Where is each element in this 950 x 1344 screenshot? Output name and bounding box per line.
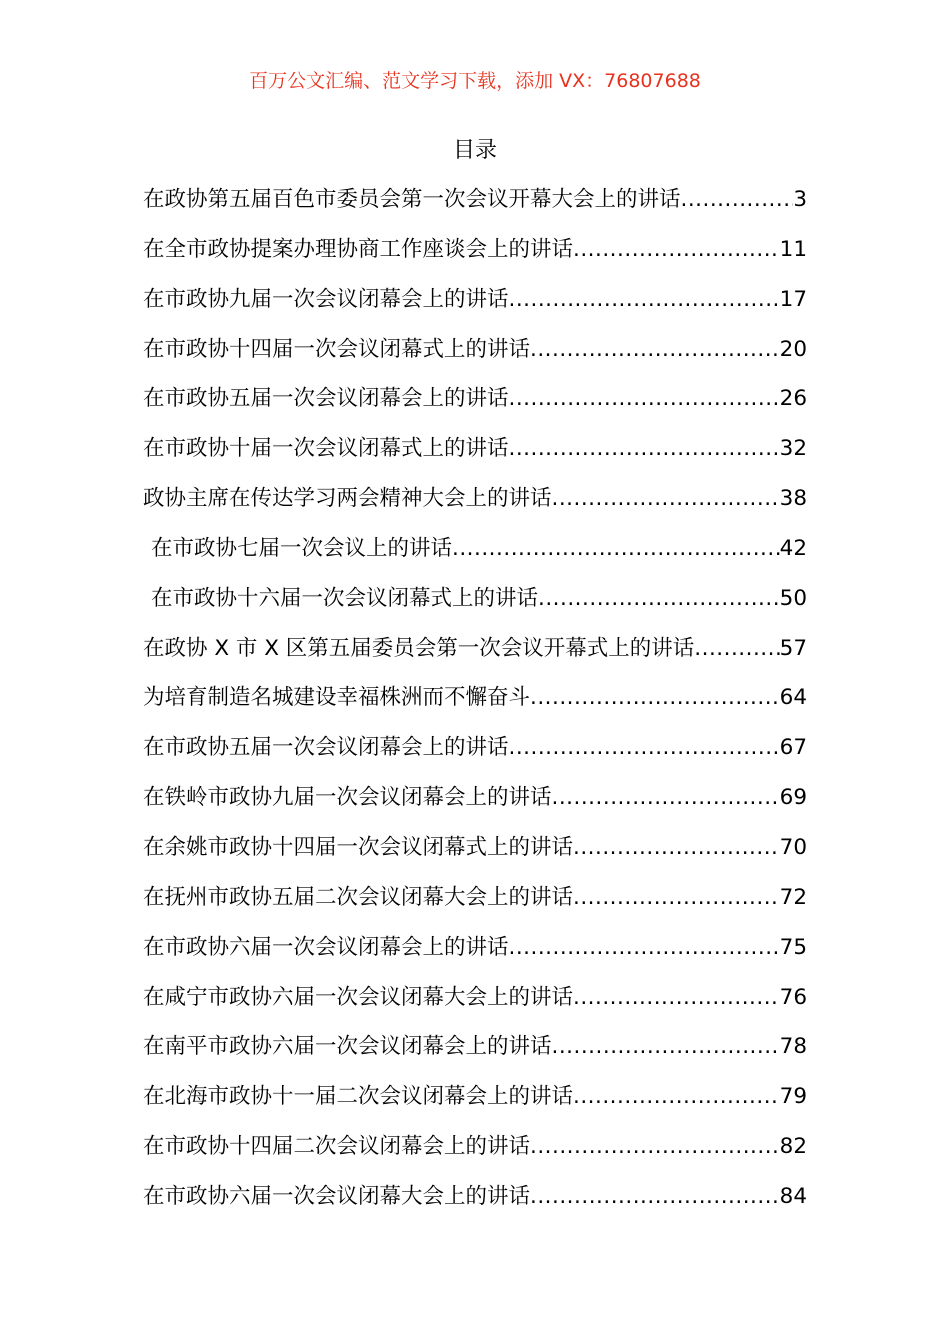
toc-entry[interactable] (143, 233, 807, 283)
toc-entry[interactable] (143, 1180, 807, 1230)
toc-entry-title: 在市政协十六届一次会议闭幕式上的讲话 (151, 585, 539, 611)
toc-entry[interactable] (143, 432, 807, 482)
toc-entry-title: 在余姚市政协十四届一次会议闭幕式上的讲话 (143, 834, 574, 860)
toc-entry[interactable] (143, 1130, 807, 1180)
toc-entry-page-number: 64 (779, 685, 807, 711)
toc-entry[interactable] (143, 382, 807, 432)
toc-dot-leader (530, 1130, 780, 1164)
toc-entry-title: 在铁岭市政协九届一次会议闭幕会上的讲话 (143, 785, 552, 811)
toc-entry-page-number: 69 (779, 785, 807, 811)
toc-entry[interactable] (143, 881, 807, 931)
toc-entry[interactable] (143, 333, 807, 383)
toc-entry[interactable] (143, 1030, 807, 1080)
toc-entry-title: 在抚州市政协五届二次会议闭幕大会上的讲话 (143, 884, 574, 910)
toc-entry-page-number: 70 (779, 834, 807, 860)
toc-entry-page-number: 76 (779, 984, 807, 1010)
toc-entry-page-number: 75 (779, 934, 807, 960)
toc-entry-page-number: 67 (779, 735, 807, 761)
toc-entry[interactable] (143, 1080, 807, 1130)
toc-entry-page-number: 42 (779, 535, 807, 561)
toc-dot-leader (452, 532, 780, 566)
toc-entry[interactable] (143, 731, 807, 781)
toc-dot-leader (552, 1030, 780, 1064)
toc-entry-title: 为培育制造名城建设幸福株洲而不懈奋斗 (143, 685, 531, 711)
toc-entry-page-number: 38 (779, 486, 807, 512)
toc-dot-leader (573, 233, 780, 267)
toc-entry[interactable] (143, 781, 807, 831)
toc-entry-title: 在市政协十四届二次会议闭幕会上的讲话 (143, 1134, 531, 1160)
header-watermark-note: 百万公文汇编、范文学习下载，添加 VX：76807688 (249, 70, 701, 92)
toc-dot-leader (538, 582, 780, 616)
toc-entry-title: 政协主席在传达学习两会精神大会上的讲话 (143, 486, 552, 512)
toc-entry-page-number: 32 (779, 436, 807, 462)
toc-entry[interactable] (143, 981, 807, 1031)
toc-entry-page-number: 82 (779, 1134, 807, 1160)
toc-entry-title: 在市政协九届一次会议闭幕会上的讲话 (143, 286, 509, 312)
toc-entry[interactable] (143, 183, 807, 233)
toc-entry-page-number: 20 (779, 336, 807, 362)
toc-dot-leader (509, 731, 780, 765)
toc-entry-page-number: 11 (779, 236, 807, 262)
toc-entry[interactable] (143, 632, 807, 682)
toc-entry-page-number: 72 (779, 884, 807, 910)
toc-entry-page-number: 3 (793, 187, 807, 212)
toc-entry[interactable] (143, 532, 807, 582)
toc-dot-leader (573, 881, 780, 915)
toc-dot-leader (694, 632, 779, 666)
toc-entry-title: 在市政协五届一次会议闭幕会上的讲话 (143, 735, 509, 761)
toc-entry[interactable] (143, 931, 807, 981)
toc-dot-leader (509, 931, 780, 965)
toc-entry-title: 在市政协十四届一次会议闭幕式上的讲话 (143, 336, 531, 362)
toc-entry-page-number: 79 (779, 1084, 807, 1110)
toc-entry-title: 在政协第五届百色市委员会第一次会议开幕大会上的讲话 (143, 187, 681, 212)
toc-dot-leader (573, 1080, 780, 1114)
toc-entry-title: 在政协 X 市 X 区第五届委员会第一次会议开幕式上的讲话 (143, 635, 695, 661)
toc-dot-leader (509, 283, 780, 317)
toc-entry-page-number: 50 (779, 585, 807, 611)
toc-entry-title: 在市政协六届一次会议闭幕大会上的讲话 (143, 1183, 531, 1209)
toc-dot-leader (552, 482, 780, 516)
toc-dot-leader (509, 432, 780, 466)
toc-entry[interactable] (143, 582, 807, 632)
toc-dot-leader (681, 183, 794, 217)
toc-dot-leader (552, 781, 780, 815)
toc-dot-leader (530, 1180, 780, 1214)
toc-entry-title: 在全市政协提案办理协商工作座谈会上的讲话 (143, 236, 574, 262)
toc-dot-leader (573, 831, 780, 865)
toc-entry[interactable] (143, 482, 807, 532)
toc-entry-title: 在市政协五届一次会议闭幕会上的讲话 (143, 386, 509, 412)
toc-entry-title: 在咸宁市政协六届一次会议闭幕大会上的讲话 (143, 984, 574, 1010)
toc-entry-title: 在北海市政协十一届二次会议闭幕会上的讲话 (143, 1084, 574, 1110)
toc-dot-leader (530, 681, 780, 715)
toc-entry-title: 在市政协六届一次会议闭幕会上的讲话 (143, 934, 509, 960)
toc-entry-page-number: 17 (779, 286, 807, 312)
toc-entry[interactable] (143, 283, 807, 333)
toc-entry-page-number: 84 (779, 1183, 807, 1209)
toc-entry-page-number: 26 (779, 386, 807, 412)
toc-entry[interactable] (143, 681, 807, 731)
toc-dot-leader (509, 382, 780, 416)
toc-dot-leader (573, 981, 780, 1015)
toc-list (143, 183, 807, 1230)
toc-entry-title: 在南平市政协六届一次会议闭幕会上的讲话 (143, 1034, 552, 1060)
toc-entry[interactable] (143, 831, 807, 881)
toc-entry-page-number: 57 (779, 635, 807, 661)
toc-dot-leader (530, 333, 780, 367)
toc-entry-title: 在市政协七届一次会议上的讲话 (151, 535, 453, 561)
toc-entry-page-number: 78 (779, 1034, 807, 1060)
toc-entry-title: 在市政协十届一次会议闭幕式上的讲话 (143, 436, 509, 462)
toc-title: 目录 (452, 138, 497, 163)
